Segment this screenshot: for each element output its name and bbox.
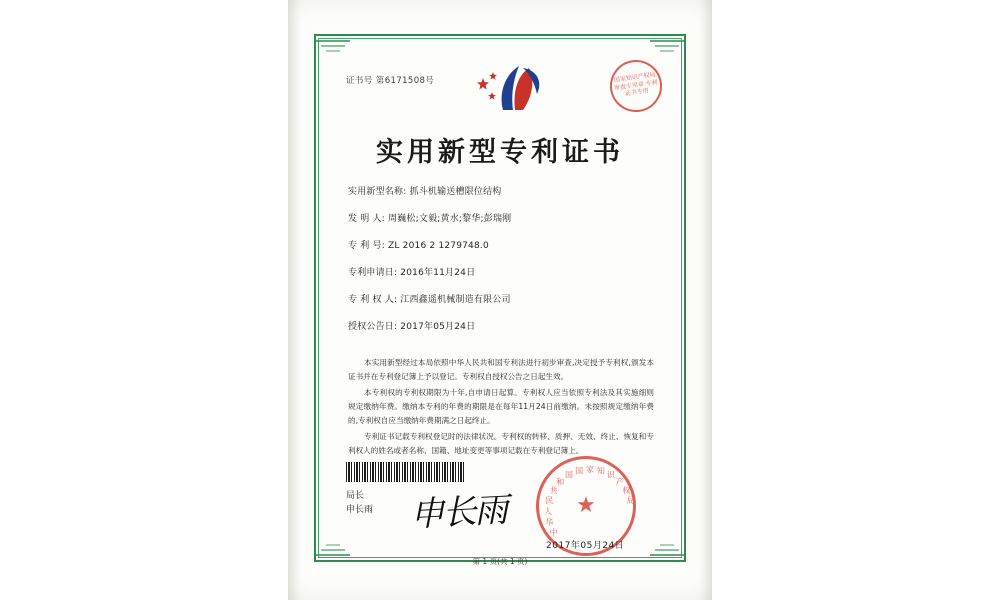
- field-row: [348, 319, 658, 332]
- field-value: 江西鑫遥机械制造有限公司: [400, 295, 511, 305]
- certificate-number: 证书号 第6171508号: [346, 76, 435, 86]
- page-title: 实用新型专利证书: [376, 137, 624, 168]
- field-row: [348, 265, 658, 278]
- certificate-page: [288, 0, 712, 600]
- body-paragraph: 专利证书记载专利权登记时的法律状况。专利权的转移、质押、无效、终止、恢复和专利权人的姓名或者名称、国籍、地址变更等事项记载在专利登记簿上。: [348, 432, 654, 456]
- legal-body-text: [348, 356, 654, 460]
- issue-date: 2017年05月24日: [546, 541, 625, 551]
- field-row: [348, 292, 658, 305]
- five-point-star-icon: ★: [576, 493, 596, 518]
- field-row: [348, 211, 658, 224]
- body-paragraph: 本实用新型经过本局依照中华人民共和国专利法进行初步审查,决定授予专利权,颁发本证书并在专利登记簿上予以登记。专利权自授权公告之日起生效。: [348, 358, 654, 382]
- seal-ring-text: 中 华 人 民 共 和 国 国 家 知 识 产 权 局: [544, 465, 635, 537]
- field-value: ZL 2016 2 1279748.0: [388, 241, 489, 251]
- page-footer: 第 1 页(共 1 页): [472, 557, 528, 566]
- top-right-stamp: 国家知识产权局 审查专用章 专利证书专用: [607, 57, 666, 116]
- field-value: 抓斗机输送槽限位结构: [409, 187, 502, 197]
- field-list: [348, 184, 658, 346]
- field-label: 专利申请日:: [348, 268, 398, 278]
- body-paragraph: 本专利权的专利权期限为十年,自申请日起算。专利权人应当依照专利法及其实施细则规定缴纳年费。缴纳本专利的年费的期限是在每年11月24日前缴纳。未按照规定缴纳年费的,专利权自应当缴纳年费期满之日起终止。: [348, 388, 654, 426]
- field-label: 发 明 人:: [348, 214, 385, 224]
- signature-label-title: 局长: [346, 491, 365, 501]
- patent-swoosh-logo-icon: [473, 62, 545, 114]
- field-row: [348, 184, 658, 197]
- signature-label: [346, 490, 373, 518]
- certificate-content: [318, 38, 682, 566]
- field-label: 专 利 权 人:: [348, 295, 398, 305]
- field-value: 2017年05月24日: [400, 322, 476, 332]
- field-value: 2016年11月24日: [400, 268, 476, 278]
- field-value: 周巍松;文毅;黄水;黎华;彭瑞刚: [388, 214, 512, 224]
- barcode-icon: [346, 462, 464, 482]
- field-label: 授权公告日:: [348, 322, 398, 332]
- signature-label-name: 申长雨: [346, 504, 374, 515]
- field-label: 实用新型名称:: [348, 187, 407, 197]
- field-row: [348, 238, 658, 251]
- handwritten-signature: 申长雨: [409, 490, 508, 536]
- field-label: 专 利 号:: [348, 241, 385, 251]
